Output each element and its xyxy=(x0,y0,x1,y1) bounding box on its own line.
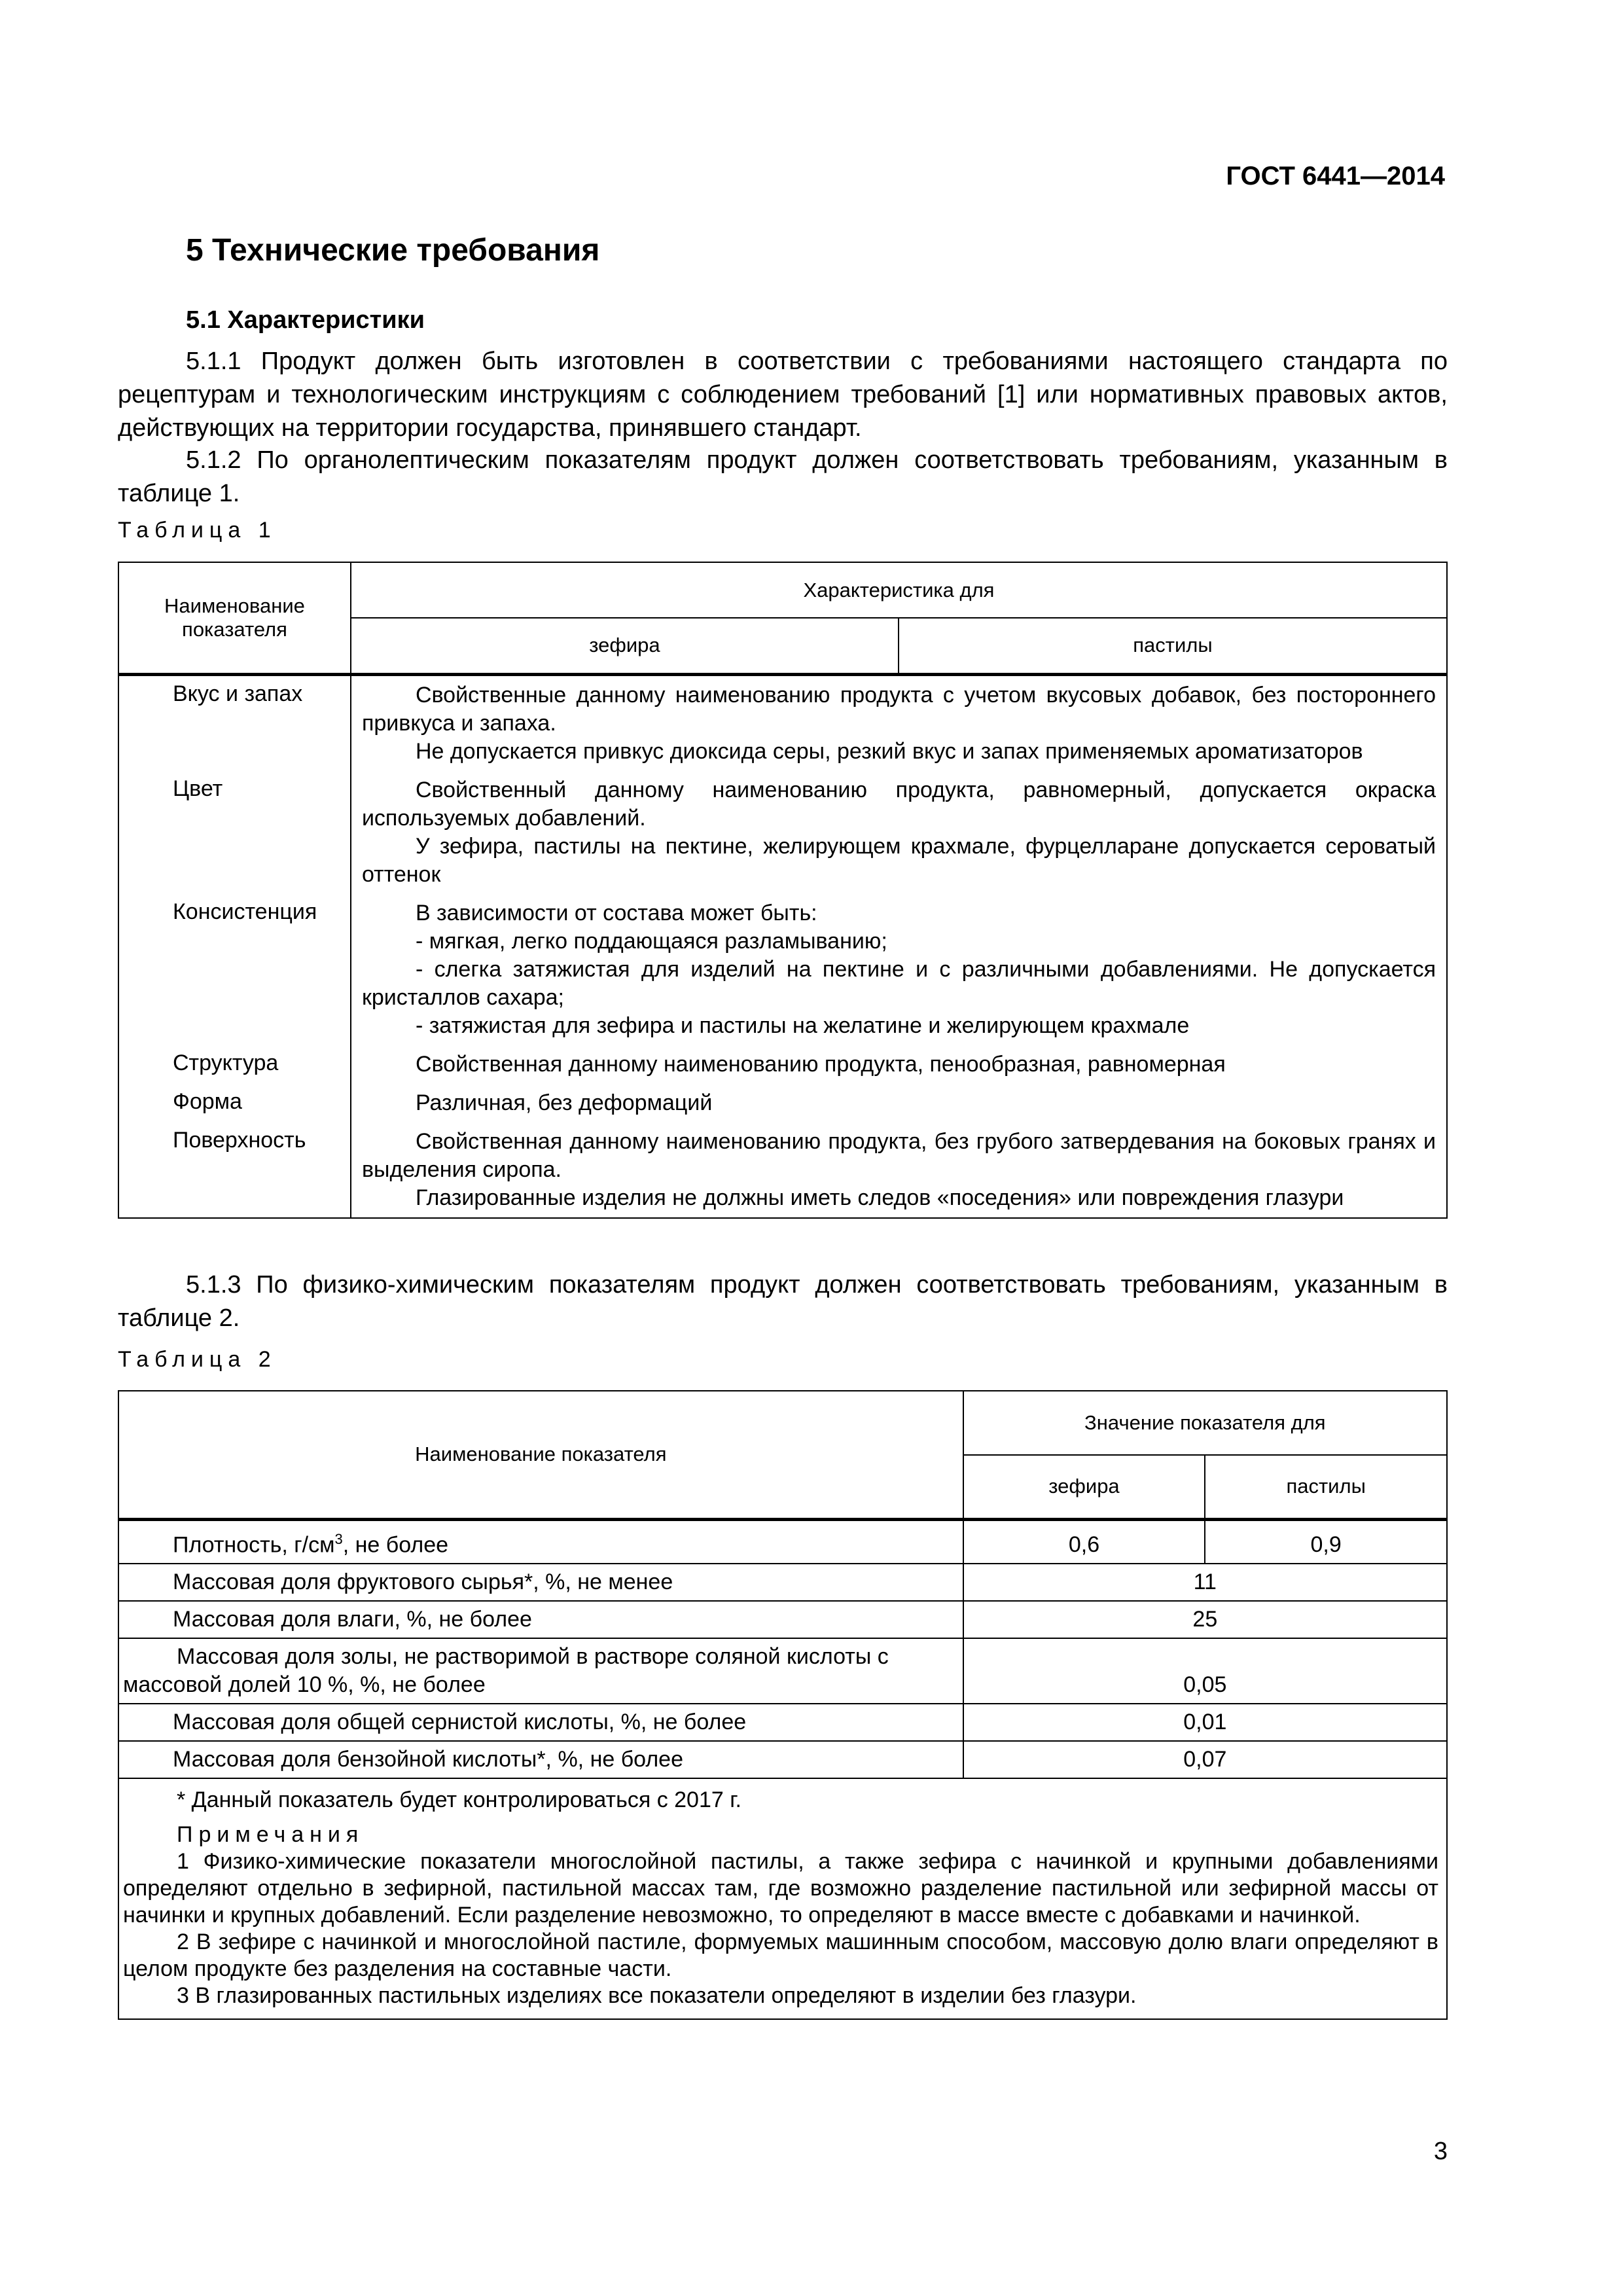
row-description: Свойственная данному наименованию продукта, пенообразная, равномерная xyxy=(351,1045,1447,1084)
row-description: В зависимости от состава может быть: - мягкая, легко поддающаяся разламыванию; - слегка затяжистая для изделий на пектине и с различными добавлениями. Не допускается кристаллов сахара; - затяжистая для зефира и пастилы на желатине и желирующем крахмале xyxy=(351,894,1447,1045)
paragraph-5-1-3: 5.1.3 По физико-химическим показателям продукт должен соответствовать требованиям, указанным в таблице 2. xyxy=(118,1271,1448,1332)
paragraph-5-1-2: 5.1.2 По органолептическим показателям продукт должен соответствовать требованиям, указанным в таблице 1. xyxy=(118,446,1448,507)
row-description: Свойственный данному наименованию продукта, равномерный, допускается окраска используемых добавлений. У зефира, пастилы на пектине, желирующем крахмале, фурцелларане допускается сероватый оттенок xyxy=(351,771,1447,894)
table-row xyxy=(118,1704,1447,1741)
row-name: Массовая доля фруктового сырья*, %, не менее xyxy=(118,1564,963,1601)
table-2-notes xyxy=(118,1778,1447,2019)
value-zefir: 0,6 xyxy=(963,1519,1205,1564)
table-2-header-group: Значение показателя для xyxy=(963,1391,1447,1455)
row-description: Свойственная данному наименованию продукта, без грубого затвердевания на боковых гранях и выделения сиропа. Глазированные изделия не должны иметь следов «поседения» или повреждения глазури xyxy=(351,1122,1447,1218)
table-row xyxy=(118,771,1447,894)
note-item: 1 Физико-химические показатели многослойной пастилы, а также зефира с начинкой и крупными добавлениями определяют отдельно в зефирной, пастильной массах там, где возможно разделение пастильной или зефирной массы от начинки и крупных добавлений. Если разделение невозможно, то определяют в массе вместе с добавками и начинкой. xyxy=(123,1848,1438,1928)
table-2-header-name: Наименование показателя xyxy=(118,1391,963,1519)
table-row xyxy=(118,1045,1447,1084)
table-1-header-name: Наименование показателя xyxy=(118,562,351,674)
row-name: Массовая доля золы, не растворимой в растворе соляной кислоты с массовой долей 10 %, %, не более xyxy=(118,1638,963,1704)
value-common: 11 xyxy=(963,1564,1447,1601)
row-name: Вкус и запах xyxy=(118,674,351,771)
row-name: Структура xyxy=(118,1045,351,1084)
subsection-title: 5.1 Характеристики xyxy=(186,306,425,334)
page-number: 3 xyxy=(1433,2138,1448,2165)
notes-row xyxy=(118,1778,1447,2019)
table-1-header-col2: пастилы xyxy=(899,618,1447,674)
row-name: Массовая доля влаги, %, не более xyxy=(118,1601,963,1638)
table-2-header-col1: зефира xyxy=(963,1455,1205,1519)
table-row xyxy=(118,1638,1447,1704)
table-row xyxy=(118,1519,1447,1564)
footnote: * Данный показатель будет контролироваться с 2017 г. xyxy=(177,1787,741,1812)
table-row xyxy=(118,674,1447,771)
paragraph-5-1-1: 5.1.1 Продукт должен быть изготовлен в соответствии с требованиями настоящего стандарта по рецептурам и технологическим инструкциям с соблюдением требований [1] или нормативных правовых актов, действующих на территории государства, принявшего стандарт. xyxy=(118,348,1448,442)
notes-heading: Примечания xyxy=(177,1821,365,1847)
table-2 xyxy=(118,1390,1448,2020)
table-row xyxy=(118,1122,1447,1218)
row-description: Различная, без деформаций xyxy=(351,1084,1447,1122)
row-name: Массовая доля бензойной кислоты*, %, не более xyxy=(118,1741,963,1778)
row-name: Массовая доля общей сернистой кислоты, %, не более xyxy=(118,1704,963,1741)
table-row xyxy=(118,1601,1447,1638)
table-row xyxy=(118,1564,1447,1601)
table-row xyxy=(118,894,1447,1045)
value-common: 0,07 xyxy=(963,1741,1447,1778)
row-name: Плотность, $г/см^3$, не более xyxy=(118,1519,963,1564)
note-item: 2 В зефире с начинкой и многослойной пастиле, формуемых машинным способом, массовую долю влаги определяют в целом продукте без разделения на составные части. xyxy=(123,1929,1438,1981)
row-name: Форма xyxy=(118,1084,351,1122)
table-2-header-col2: пастилы xyxy=(1205,1455,1447,1519)
table-1-header-group: Характеристика для xyxy=(351,562,1447,618)
value-common: 25 xyxy=(963,1601,1447,1638)
row-name: Поверхность xyxy=(118,1122,351,1218)
value-common: 0,01 xyxy=(963,1704,1447,1741)
value-common: 0,05 xyxy=(963,1638,1447,1704)
row-name: Консистенция xyxy=(118,894,351,1045)
value-pastila: 0,9 xyxy=(1205,1519,1447,1564)
table-row xyxy=(118,1741,1447,1778)
row-name: Цвет xyxy=(118,771,351,894)
table-1 xyxy=(118,562,1448,1219)
table-2-caption: Таблица 2 xyxy=(118,1347,277,1372)
table-1-caption: Таблица 1 xyxy=(118,518,277,543)
standard-code: ГОСТ 6441—2014 xyxy=(1226,162,1445,190)
note-item: 3 В глазированных пастильных изделиях все показатели определяют в изделии без глазури. xyxy=(177,1982,1137,2008)
row-description: Свойственные данному наименованию продукта с учетом вкусовых добавок, без постороннего привкуса и запаха. Не допускается привкус диоксида серы, резкий вкус и запах применяемых ароматизаторов xyxy=(351,674,1447,771)
section-title: 5 Технические требования xyxy=(186,233,600,268)
table-1-header-col1: зефира xyxy=(351,618,899,674)
table-row xyxy=(118,1084,1447,1122)
